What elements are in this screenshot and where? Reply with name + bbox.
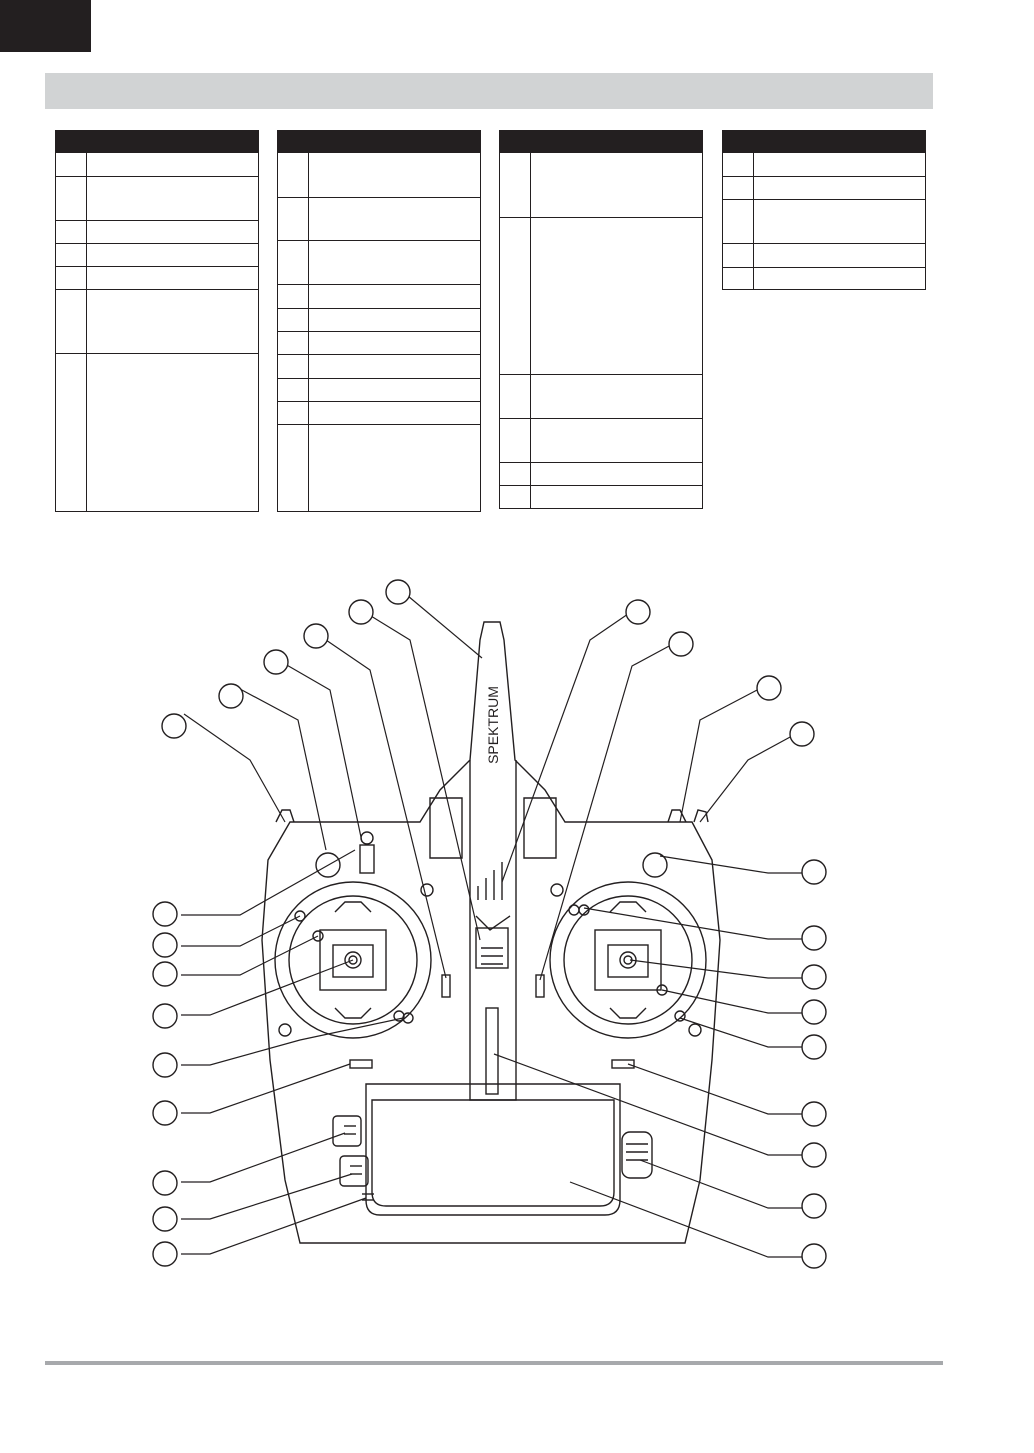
table-row [499,375,703,419]
table-row [277,402,481,425]
legend-table-3 [499,130,703,509]
table-row [722,177,926,200]
table-row [277,198,481,241]
table-row [722,244,926,268]
table-row [277,309,481,332]
transmitter-diagram [0,560,1034,1280]
table-row [722,268,926,290]
section-heading-bar [45,73,933,109]
legend-table-2 [277,130,481,512]
table-row [277,425,481,512]
table-row [722,153,926,177]
table-row [55,177,259,221]
table-row [722,200,926,244]
brand-text: SPEKTRUM [485,686,501,764]
table-row [277,332,481,355]
table-row [55,153,259,177]
legend-table-4 [722,130,926,290]
legend-table-header [722,130,926,153]
table-row [277,379,481,402]
table-row [499,218,703,375]
table-row [55,244,259,267]
table-row [277,241,481,285]
table-row [277,153,481,198]
table-row [277,285,481,309]
legend-table-header [277,130,481,153]
table-row [55,221,259,244]
table-row [499,153,703,218]
table-row [499,463,703,486]
table-row [499,486,703,509]
table-row [55,290,259,354]
table-row [55,354,259,512]
table-row [277,355,481,379]
table-row [55,267,259,290]
legend-table-1 [55,130,259,512]
table-row [499,419,703,463]
legend-table-header [55,130,259,153]
footer-rule [45,1361,943,1365]
legend-table-header [499,130,703,153]
page-corner-tab [0,0,91,52]
